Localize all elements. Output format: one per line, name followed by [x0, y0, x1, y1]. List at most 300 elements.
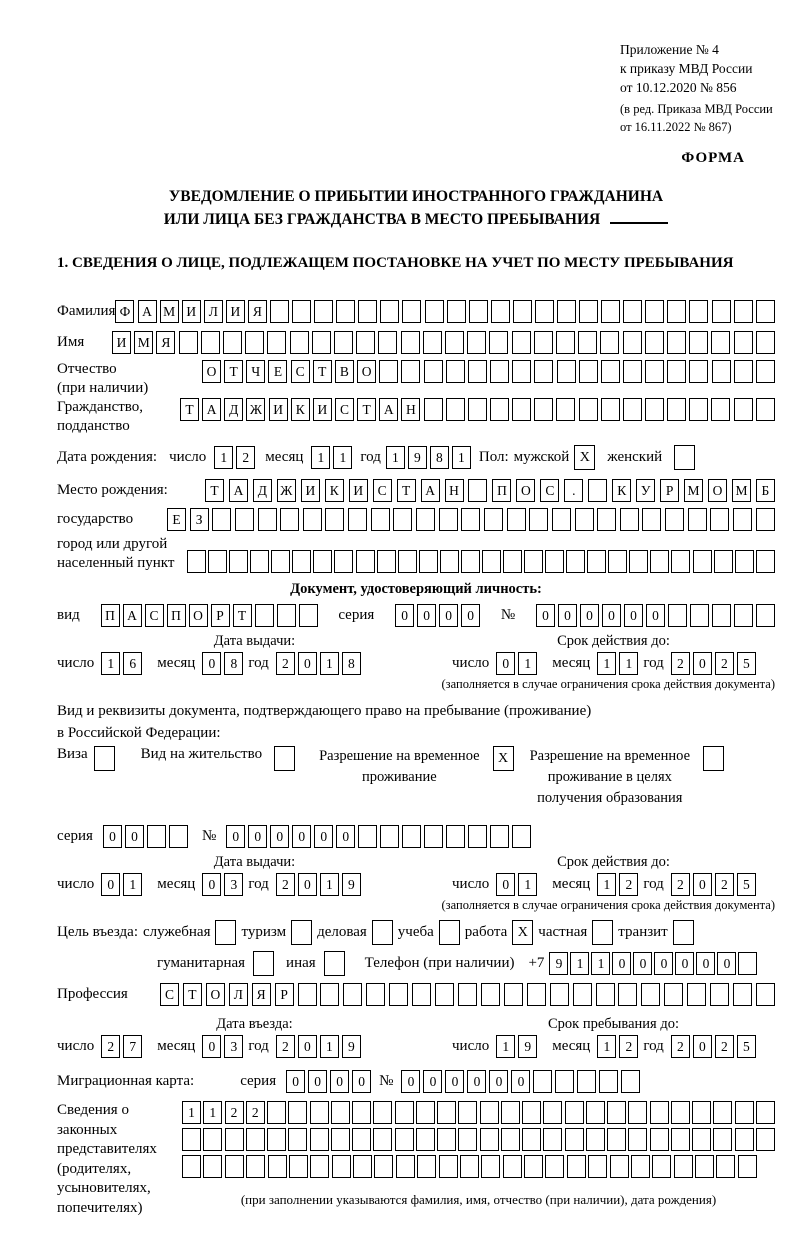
char-cell[interactable]: [623, 331, 642, 354]
char-cell[interactable]: [522, 1101, 541, 1124]
char-cell[interactable]: 0: [352, 1070, 371, 1093]
char-cell[interactable]: [310, 1155, 329, 1178]
char-cell[interactable]: [299, 604, 318, 627]
char-cell[interactable]: [690, 604, 709, 627]
char-cell[interactable]: [416, 1128, 435, 1151]
char-cell[interactable]: П: [101, 604, 120, 627]
char-cell[interactable]: [567, 1155, 586, 1178]
char-cell[interactable]: [288, 1101, 307, 1124]
char-cell[interactable]: [610, 1155, 629, 1178]
char-cell[interactable]: [468, 479, 487, 502]
char-cell[interactable]: [545, 550, 564, 573]
char-cell[interactable]: 5: [737, 873, 756, 896]
char-cell[interactable]: [423, 331, 442, 354]
char-cell[interactable]: 0: [336, 825, 355, 848]
char-cell[interactable]: [356, 550, 375, 573]
char-cell[interactable]: [650, 1101, 669, 1124]
char-cell[interactable]: 0: [439, 604, 458, 627]
char-cell[interactable]: [534, 398, 553, 421]
char-cell[interactable]: М: [160, 300, 179, 323]
char-cell[interactable]: [201, 331, 220, 354]
char-cell[interactable]: [290, 331, 309, 354]
char-cell[interactable]: [556, 331, 575, 354]
char-cell[interactable]: [312, 331, 331, 354]
char-cell[interactable]: 8: [430, 446, 449, 469]
char-cell[interactable]: [503, 550, 522, 573]
char-cell[interactable]: Р: [660, 479, 679, 502]
char-cell[interactable]: К: [612, 479, 631, 502]
char-cell[interactable]: [468, 825, 487, 848]
char-cell[interactable]: 0: [298, 652, 317, 675]
char-cell[interactable]: [710, 983, 729, 1006]
char-cell[interactable]: [353, 1155, 372, 1178]
char-cell[interactable]: [735, 1101, 754, 1124]
char-cell[interactable]: [343, 983, 362, 1006]
char-cell[interactable]: [380, 825, 399, 848]
char-cell[interactable]: 0: [298, 1035, 317, 1058]
char-cell[interactable]: [225, 1128, 244, 1151]
char-cell[interactable]: Р: [275, 983, 294, 1006]
char-cell[interactable]: [378, 331, 397, 354]
char-cell[interactable]: [468, 398, 487, 421]
char-cell[interactable]: [618, 983, 637, 1006]
char-cell[interactable]: 0: [417, 604, 436, 627]
char-cell[interactable]: 1: [320, 1035, 339, 1058]
char-cell[interactable]: 1: [496, 1035, 515, 1058]
char-cell[interactable]: [223, 331, 242, 354]
char-cell[interactable]: [578, 331, 597, 354]
char-cell[interactable]: [208, 550, 227, 573]
char-cell[interactable]: 5: [737, 1035, 756, 1058]
char-cell[interactable]: [534, 360, 553, 383]
char-cell[interactable]: [556, 398, 575, 421]
char-cell[interactable]: К: [325, 479, 344, 502]
char-cell[interactable]: [412, 983, 431, 1006]
char-cell[interactable]: 0: [248, 825, 267, 848]
purpose-business-checkbox[interactable]: [372, 920, 393, 945]
char-cell[interactable]: [458, 1101, 477, 1124]
char-cell[interactable]: 2: [715, 1035, 734, 1058]
char-cell[interactable]: И: [301, 479, 320, 502]
char-cell[interactable]: 0: [125, 825, 144, 848]
temp-residence-permit-checkbox[interactable]: X: [493, 746, 514, 771]
char-cell[interactable]: 0: [696, 952, 715, 975]
char-cell[interactable]: [738, 1155, 757, 1178]
char-cell[interactable]: [756, 1101, 775, 1124]
char-cell[interactable]: [577, 1070, 596, 1093]
char-cell[interactable]: [524, 1155, 543, 1178]
char-cell[interactable]: [424, 825, 443, 848]
char-cell[interactable]: [507, 508, 526, 531]
char-cell[interactable]: [490, 360, 509, 383]
char-cell[interactable]: 9: [342, 1035, 361, 1058]
char-cell[interactable]: Т: [205, 479, 224, 502]
char-cell[interactable]: Ж: [277, 479, 296, 502]
char-cell[interactable]: [557, 300, 576, 323]
char-cell[interactable]: [147, 825, 166, 848]
char-cell[interactable]: 0: [633, 952, 652, 975]
char-cell[interactable]: [645, 331, 664, 354]
char-cell[interactable]: [310, 1101, 329, 1124]
char-cell[interactable]: 2: [619, 1035, 638, 1058]
char-cell[interactable]: 1: [518, 873, 537, 896]
char-cell[interactable]: [416, 1101, 435, 1124]
char-cell[interactable]: [461, 550, 480, 573]
char-cell[interactable]: 1: [597, 1035, 616, 1058]
char-cell[interactable]: [712, 604, 731, 627]
char-cell[interactable]: [401, 331, 420, 354]
char-cell[interactable]: [607, 1101, 626, 1124]
char-cell[interactable]: [667, 360, 686, 383]
char-cell[interactable]: [711, 398, 730, 421]
char-cell[interactable]: 0: [536, 604, 555, 627]
char-cell[interactable]: 0: [202, 652, 221, 675]
char-cell[interactable]: [756, 1128, 775, 1151]
char-cell[interactable]: [366, 983, 385, 1006]
char-cell[interactable]: [246, 1128, 265, 1151]
char-cell[interactable]: 2: [671, 652, 690, 675]
char-cell[interactable]: [588, 1155, 607, 1178]
char-cell[interactable]: [735, 550, 754, 573]
char-cell[interactable]: Т: [357, 398, 376, 421]
char-cell[interactable]: У: [636, 479, 655, 502]
char-cell[interactable]: [212, 508, 231, 531]
char-cell[interactable]: [734, 331, 753, 354]
char-cell[interactable]: [437, 1128, 456, 1151]
char-cell[interactable]: 5: [737, 652, 756, 675]
char-cell[interactable]: [601, 360, 620, 383]
char-cell[interactable]: [607, 1128, 626, 1151]
char-cell[interactable]: [629, 550, 648, 573]
char-cell[interactable]: [555, 1070, 574, 1093]
char-cell[interactable]: [484, 508, 503, 531]
purpose-humanitarian-checkbox[interactable]: [253, 951, 274, 976]
char-cell[interactable]: [336, 300, 355, 323]
char-cell[interactable]: [292, 300, 311, 323]
char-cell[interactable]: [332, 1155, 351, 1178]
char-cell[interactable]: [734, 360, 753, 383]
char-cell[interactable]: [734, 604, 753, 627]
char-cell[interactable]: [579, 398, 598, 421]
char-cell[interactable]: [280, 508, 299, 531]
char-cell[interactable]: [461, 508, 480, 531]
char-cell[interactable]: [182, 1155, 201, 1178]
char-cell[interactable]: [756, 360, 775, 383]
char-cell[interactable]: [674, 1155, 693, 1178]
char-cell[interactable]: 0: [101, 873, 120, 896]
char-cell[interactable]: А: [379, 398, 398, 421]
char-cell[interactable]: [313, 550, 332, 573]
char-cell[interactable]: [667, 398, 686, 421]
char-cell[interactable]: А: [202, 398, 221, 421]
char-cell[interactable]: О: [206, 983, 225, 1006]
char-cell[interactable]: О: [516, 479, 535, 502]
char-cell[interactable]: [480, 1128, 499, 1151]
char-cell[interactable]: [552, 508, 571, 531]
char-cell[interactable]: Ф: [115, 300, 134, 323]
char-cell[interactable]: [535, 300, 554, 323]
char-cell[interactable]: [512, 360, 531, 383]
char-cell[interactable]: 0: [202, 873, 221, 896]
char-cell[interactable]: [203, 1155, 222, 1178]
char-cell[interactable]: 2: [101, 1035, 120, 1058]
char-cell[interactable]: [692, 1128, 711, 1151]
char-cell[interactable]: [446, 825, 465, 848]
char-cell[interactable]: [501, 1101, 520, 1124]
char-cell[interactable]: [435, 983, 454, 1006]
char-cell[interactable]: [419, 550, 438, 573]
char-cell[interactable]: 0: [395, 604, 414, 627]
char-cell[interactable]: [529, 508, 548, 531]
char-cell[interactable]: [504, 983, 523, 1006]
char-cell[interactable]: [229, 550, 248, 573]
char-cell[interactable]: [288, 1128, 307, 1151]
char-cell[interactable]: 9: [518, 1035, 537, 1058]
char-cell[interactable]: [575, 508, 594, 531]
purpose-study-checkbox[interactable]: [439, 920, 460, 945]
char-cell[interactable]: [267, 1101, 286, 1124]
char-cell[interactable]: [310, 1128, 329, 1151]
char-cell[interactable]: [573, 983, 592, 1006]
char-cell[interactable]: 0: [675, 952, 694, 975]
char-cell[interactable]: [712, 300, 731, 323]
char-cell[interactable]: 0: [292, 825, 311, 848]
char-cell[interactable]: [331, 1128, 350, 1151]
char-cell[interactable]: Т: [183, 983, 202, 1006]
char-cell[interactable]: [527, 983, 546, 1006]
char-cell[interactable]: П: [492, 479, 511, 502]
char-cell[interactable]: 0: [624, 604, 643, 627]
char-cell[interactable]: С: [335, 398, 354, 421]
char-cell[interactable]: [277, 604, 296, 627]
char-cell[interactable]: Н: [401, 398, 420, 421]
char-cell[interactable]: [689, 398, 708, 421]
char-cell[interactable]: 2: [236, 446, 255, 469]
char-cell[interactable]: 1: [591, 952, 610, 975]
char-cell[interactable]: [733, 983, 752, 1006]
char-cell[interactable]: [424, 398, 443, 421]
char-cell[interactable]: [665, 508, 684, 531]
char-cell[interactable]: [713, 1128, 732, 1151]
char-cell[interactable]: 1: [597, 873, 616, 896]
char-cell[interactable]: [628, 1128, 647, 1151]
char-cell[interactable]: [446, 360, 465, 383]
char-cell[interactable]: 1: [333, 446, 352, 469]
char-cell[interactable]: [667, 331, 686, 354]
char-cell[interactable]: [267, 331, 286, 354]
char-cell[interactable]: [298, 983, 317, 1006]
char-cell[interactable]: Б: [756, 479, 775, 502]
char-cell[interactable]: И: [269, 398, 288, 421]
char-cell[interactable]: [235, 508, 254, 531]
char-cell[interactable]: 0: [270, 825, 289, 848]
char-cell[interactable]: [689, 360, 708, 383]
char-cell[interactable]: [179, 331, 198, 354]
char-cell[interactable]: [402, 825, 421, 848]
char-cell[interactable]: П: [167, 604, 186, 627]
char-cell[interactable]: [695, 1155, 714, 1178]
char-cell[interactable]: [447, 300, 466, 323]
char-cell[interactable]: 2: [671, 873, 690, 896]
char-cell[interactable]: [352, 1128, 371, 1151]
char-cell[interactable]: А: [123, 604, 142, 627]
char-cell[interactable]: 0: [298, 873, 317, 896]
char-cell[interactable]: 2: [715, 652, 734, 675]
char-cell[interactable]: М: [134, 331, 153, 354]
char-cell[interactable]: [398, 550, 417, 573]
char-cell[interactable]: [641, 983, 660, 1006]
char-cell[interactable]: 1: [101, 652, 120, 675]
char-cell[interactable]: [557, 360, 576, 383]
char-cell[interactable]: [512, 825, 531, 848]
char-cell[interactable]: [416, 508, 435, 531]
char-cell[interactable]: 2: [276, 1035, 295, 1058]
char-cell[interactable]: [481, 983, 500, 1006]
char-cell[interactable]: [325, 508, 344, 531]
char-cell[interactable]: 1: [518, 652, 537, 675]
char-cell[interactable]: [623, 300, 642, 323]
char-cell[interactable]: И: [182, 300, 201, 323]
char-cell[interactable]: 2: [671, 1035, 690, 1058]
char-cell[interactable]: [503, 1155, 522, 1178]
char-cell[interactable]: [469, 300, 488, 323]
char-cell[interactable]: 0: [654, 952, 673, 975]
char-cell[interactable]: З: [190, 508, 209, 531]
char-cell[interactable]: [460, 1155, 479, 1178]
char-cell[interactable]: [246, 1155, 265, 1178]
char-cell[interactable]: К: [291, 398, 310, 421]
char-cell[interactable]: .: [564, 479, 583, 502]
char-cell[interactable]: [533, 1070, 552, 1093]
char-cell[interactable]: [713, 1101, 732, 1124]
char-cell[interactable]: 1: [214, 446, 233, 469]
visa-checkbox[interactable]: [94, 746, 115, 771]
char-cell[interactable]: О: [357, 360, 376, 383]
char-cell[interactable]: [623, 360, 642, 383]
char-cell[interactable]: [599, 1070, 618, 1093]
char-cell[interactable]: [650, 550, 669, 573]
char-cell[interactable]: [271, 550, 290, 573]
char-cell[interactable]: [373, 1128, 392, 1151]
char-cell[interactable]: [379, 360, 398, 383]
char-cell[interactable]: [187, 550, 206, 573]
char-cell[interactable]: 8: [342, 652, 361, 675]
char-cell[interactable]: [733, 508, 752, 531]
char-cell[interactable]: Я: [252, 983, 271, 1006]
char-cell[interactable]: 0: [602, 604, 621, 627]
char-cell[interactable]: [513, 300, 532, 323]
char-cell[interactable]: [645, 398, 664, 421]
char-cell[interactable]: [543, 1128, 562, 1151]
char-cell[interactable]: [401, 360, 420, 383]
char-cell[interactable]: 7: [123, 1035, 142, 1058]
char-cell[interactable]: [756, 300, 775, 323]
char-cell[interactable]: [664, 983, 683, 1006]
char-cell[interactable]: [734, 300, 753, 323]
char-cell[interactable]: [689, 300, 708, 323]
char-cell[interactable]: [314, 300, 333, 323]
purpose-work-checkbox[interactable]: X: [512, 920, 533, 945]
char-cell[interactable]: 9: [342, 873, 361, 896]
char-cell[interactable]: Л: [229, 983, 248, 1006]
char-cell[interactable]: [692, 1101, 711, 1124]
char-cell[interactable]: 0: [423, 1070, 442, 1093]
char-cell[interactable]: Д: [253, 479, 272, 502]
char-cell[interactable]: И: [226, 300, 245, 323]
char-cell[interactable]: [597, 508, 616, 531]
char-cell[interactable]: 1: [452, 446, 471, 469]
char-cell[interactable]: [620, 508, 639, 531]
char-cell[interactable]: [566, 550, 585, 573]
char-cell[interactable]: [628, 1101, 647, 1124]
char-cell[interactable]: 1: [123, 873, 142, 896]
char-cell[interactable]: Н: [445, 479, 464, 502]
char-cell[interactable]: [642, 508, 661, 531]
char-cell[interactable]: С: [291, 360, 310, 383]
char-cell[interactable]: 8: [224, 652, 243, 675]
char-cell[interactable]: [524, 550, 543, 573]
char-cell[interactable]: [417, 1155, 436, 1178]
char-cell[interactable]: [371, 508, 390, 531]
char-cell[interactable]: 0: [646, 604, 665, 627]
char-cell[interactable]: [565, 1101, 584, 1124]
female-checkbox[interactable]: [674, 445, 695, 470]
char-cell[interactable]: [631, 1155, 650, 1178]
purpose-tourism-checkbox[interactable]: [291, 920, 312, 945]
char-cell[interactable]: [437, 1101, 456, 1124]
char-cell[interactable]: Р: [211, 604, 230, 627]
char-cell[interactable]: [446, 398, 465, 421]
char-cell[interactable]: [395, 1128, 414, 1151]
char-cell[interactable]: А: [421, 479, 440, 502]
char-cell[interactable]: [482, 550, 501, 573]
char-cell[interactable]: Т: [397, 479, 416, 502]
char-cell[interactable]: [169, 825, 188, 848]
char-cell[interactable]: [667, 300, 686, 323]
char-cell[interactable]: 2: [276, 873, 295, 896]
char-cell[interactable]: [735, 1128, 754, 1151]
char-cell[interactable]: Л: [204, 300, 223, 323]
char-cell[interactable]: [182, 1128, 201, 1151]
char-cell[interactable]: 2: [619, 873, 638, 896]
char-cell[interactable]: 1: [311, 446, 330, 469]
char-cell[interactable]: [377, 550, 396, 573]
char-cell[interactable]: Я: [156, 331, 175, 354]
char-cell[interactable]: 0: [496, 873, 515, 896]
char-cell[interactable]: [268, 1155, 287, 1178]
char-cell[interactable]: [489, 331, 508, 354]
purpose-official-checkbox[interactable]: [215, 920, 236, 945]
char-cell[interactable]: [245, 331, 264, 354]
char-cell[interactable]: [331, 1101, 350, 1124]
residence-permit-checkbox[interactable]: [274, 746, 295, 771]
char-cell[interactable]: 0: [693, 873, 712, 896]
char-cell[interactable]: [734, 398, 753, 421]
char-cell[interactable]: О: [189, 604, 208, 627]
char-cell[interactable]: М: [732, 479, 751, 502]
char-cell[interactable]: [258, 508, 277, 531]
char-cell[interactable]: 2: [715, 873, 734, 896]
char-cell[interactable]: С: [373, 479, 392, 502]
char-cell[interactable]: 3: [224, 873, 243, 896]
char-cell[interactable]: Д: [224, 398, 243, 421]
char-cell[interactable]: [425, 300, 444, 323]
char-cell[interactable]: С: [145, 604, 164, 627]
char-cell[interactable]: [652, 1155, 671, 1178]
char-cell[interactable]: И: [313, 398, 332, 421]
char-cell[interactable]: Т: [180, 398, 199, 421]
char-cell[interactable]: Т: [313, 360, 332, 383]
